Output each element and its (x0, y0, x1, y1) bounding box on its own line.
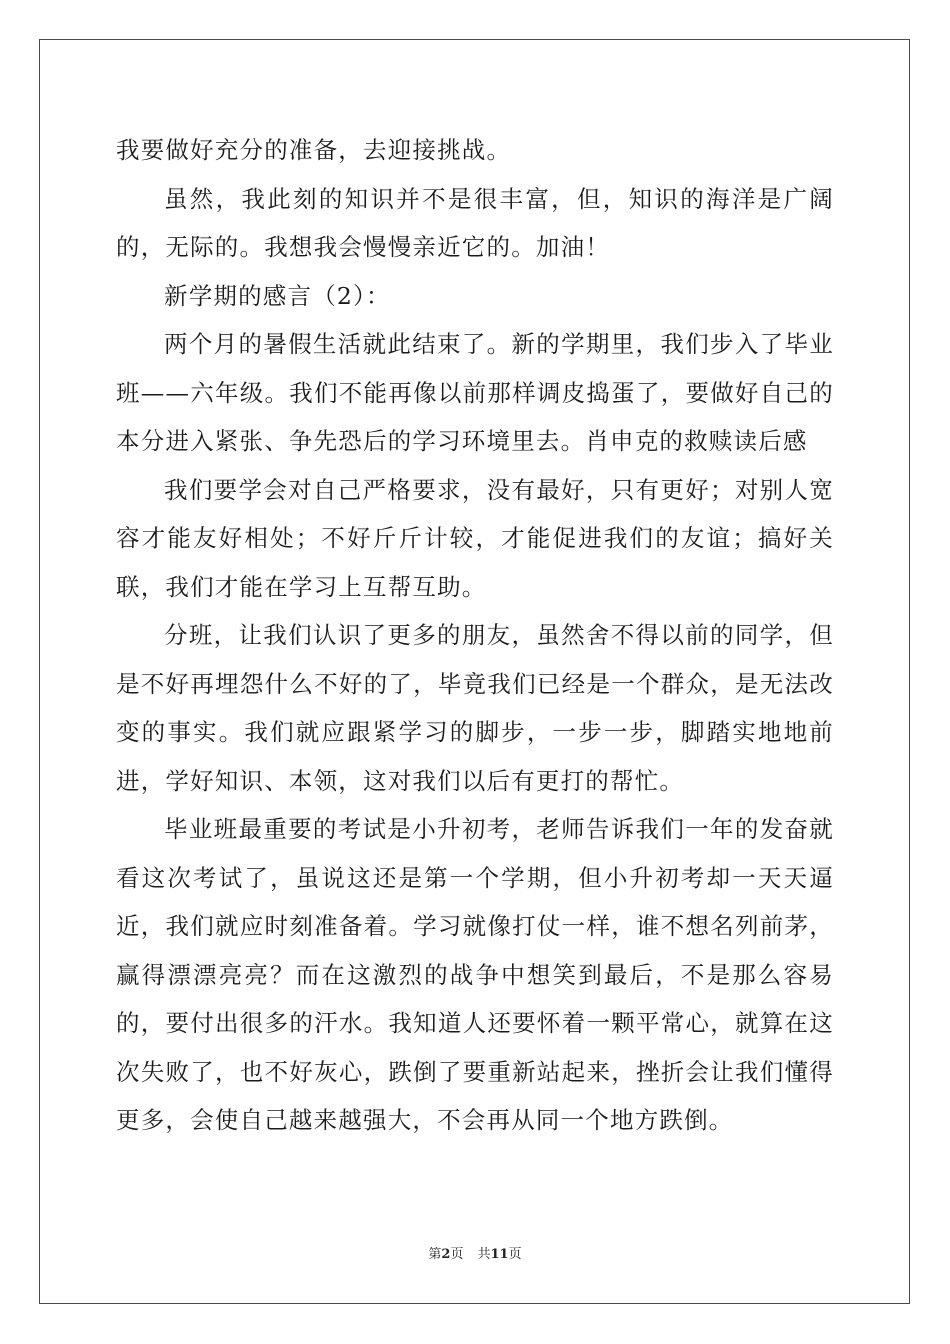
paragraph-4: 我们要学会对自己严格要求，没有最好，只有更好；对别人宽容才能友好相处；不好斤斤计较，才能促进我们的友谊；搞好关联，我们才能在学习上互帮互助。 (116, 475, 834, 601)
total-suffix: 页 (508, 1247, 522, 1262)
paragraph-2: 虽然，我此刻的知识并不是很丰富，但，知识的海洋是广阔的，无际的。我想我会慢慢亲近它的。加油！ (116, 184, 834, 261)
paragraph-6: 毕业班最重要的考试是小升初考，老师告诉我们一年的发奋就看这次考试了，虽说这还是第一个学期，但小升初考却一天天逼近，我们就应时刻准备着。学习就像打仗一样，谁不想名列前茅，赢得漂漂亮亮？而在这激烈的战争中想笑到最后，不是那么容易的，要付出很多的汗水。我知道人还要怀着一颗平常心，就算在这次失败了，也不好灰心，跌倒了要重新站起来，挫折会让我们懂得更多，会使自己越来越强大，不会再从同一个地方跌倒。 (116, 815, 834, 1134)
total-prefix: 共 (477, 1247, 491, 1262)
paragraph-5: 分班，让我们认识了更多的朋友，虽然舍不得以前的同学，但是不好再埋怨什么不好的了，毕竟我们已经是一个群众，是无法改变的事实。我们就应跟紧学习的脚步，一步一步，脚踏实地地前进，学好知识、本领，这对我们以后有更打的帮忙。 (116, 621, 834, 795)
page-prefix: 第 (428, 1247, 442, 1262)
page-number: 2 (441, 1247, 451, 1262)
paragraph-1: 我要做好充分的准备，去迎接挑战。 (116, 136, 512, 164)
paragraph-3: 两个月的暑假生活就此结束了。新的学期里，我们步入了毕业班——六年级。我们不能再像以前那样调皮捣蛋了，要做好自己的本分进入紧张、争先恐后的学习环境里去。肖申克的救赎读后感 (116, 330, 834, 455)
total-pages: 11 (490, 1247, 509, 1262)
section-heading: 新学期的感言（2）： (164, 281, 391, 310)
page-footer (0, 1245, 950, 1265)
document-body (116, 126, 834, 1145)
page-suffix: 页 (450, 1247, 464, 1262)
